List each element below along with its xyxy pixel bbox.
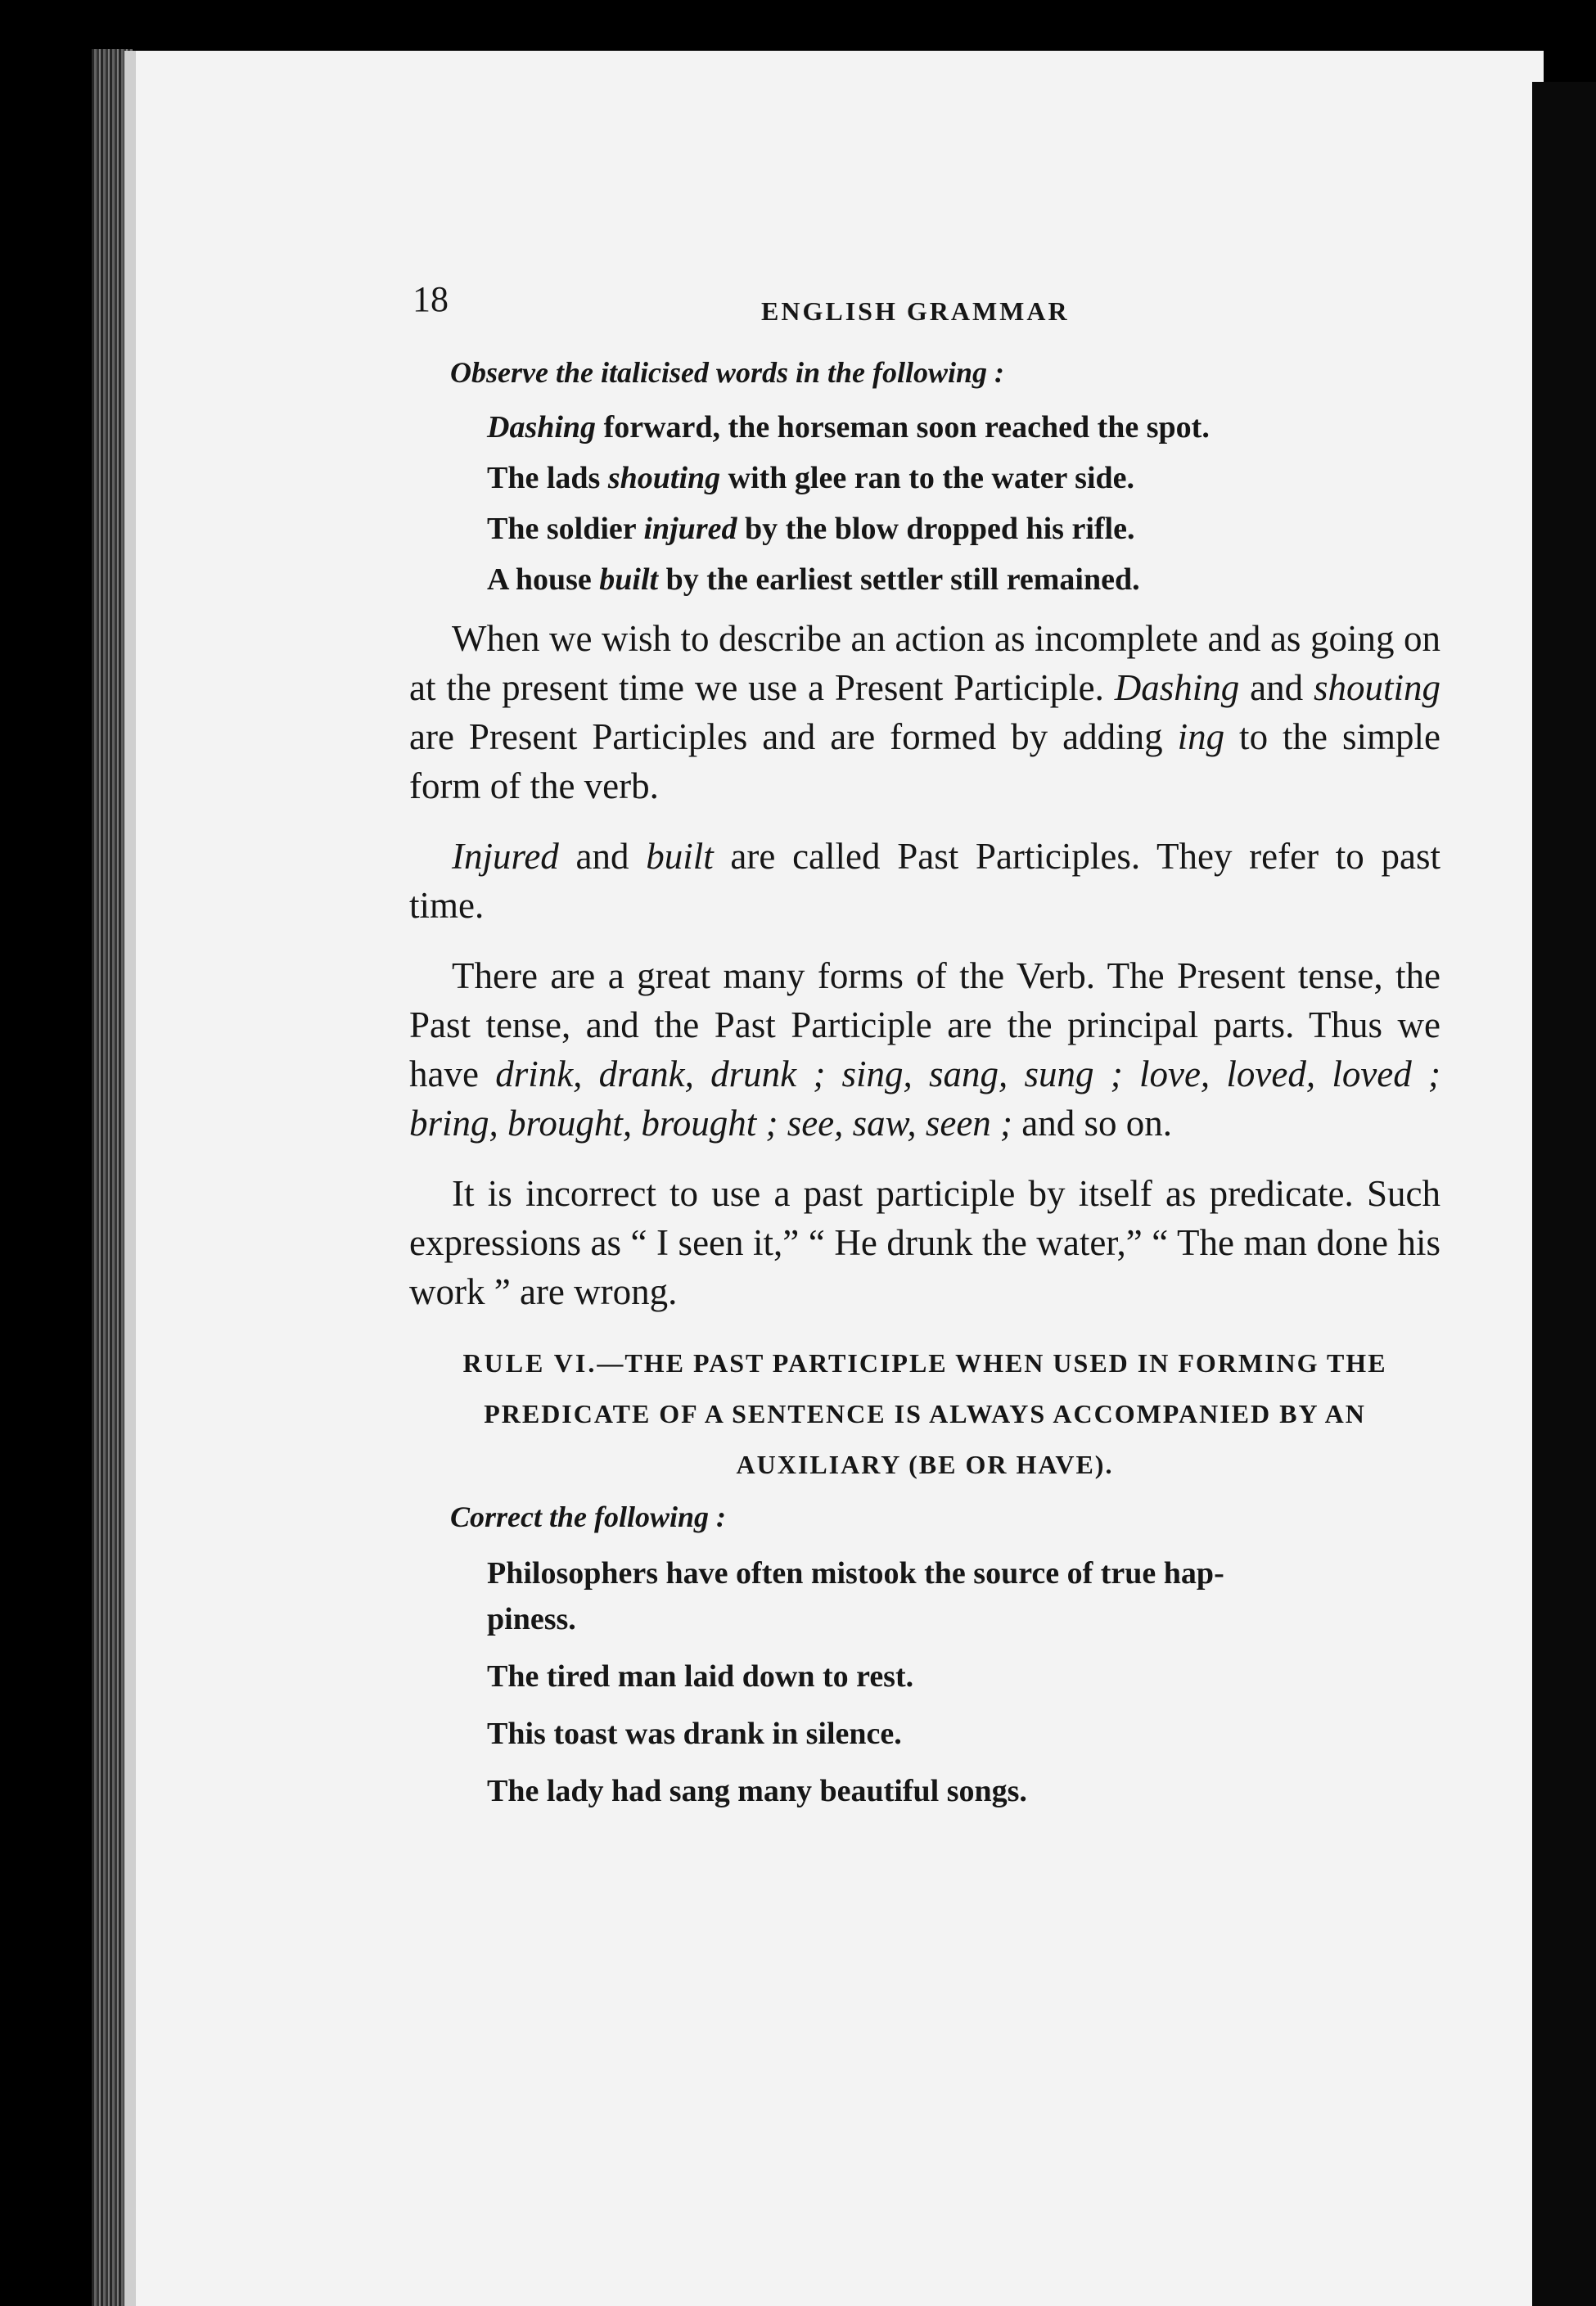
example-list [487, 409, 1440, 598]
paragraph-present-participle [409, 614, 1440, 810]
paragraph-text: to the simple form of the verb. [409, 716, 1440, 806]
rule-label: RULE VI. [462, 1348, 597, 1378]
paragraph-text: and [1239, 667, 1314, 708]
correct-text-continued: piness. [487, 1602, 576, 1636]
example-text: A house [487, 562, 600, 597]
page-content [409, 278, 1440, 1825]
italic-term: shouting [1313, 667, 1440, 708]
paragraph-text: There are a great many forms of the Verb. The Present tense, the Past tense, and the Past Participle are the principal parts. Thus we have [409, 955, 1440, 1094]
example-text: by the earliest settler still remained. [658, 562, 1140, 597]
paragraph-text: are called Past Participles. They refer to past time. [409, 836, 1440, 926]
example-sentence [487, 409, 1440, 445]
paragraph-text: When we wish to describe an action as incomplete and as going on at the present time we use a Present Participle. [409, 618, 1440, 708]
correct-sentence [487, 1550, 1440, 1642]
paragraph-text: and so on. [1012, 1103, 1173, 1144]
running-title: ENGLISH GRAMMAR [761, 296, 1070, 326]
paragraph-text: are Present Participles and are formed by adding [409, 716, 1178, 757]
rule-vi [409, 1338, 1440, 1490]
paragraph-text: and [558, 836, 647, 877]
correct-text: Philosophers have often mistook the source of true hap- [487, 1556, 1224, 1591]
example-text: forward, the horseman soon reached the spot. [596, 410, 1210, 445]
paragraph-past-participle [409, 832, 1440, 930]
example-italic-word: Dashing [487, 410, 597, 445]
page-number: 18 [413, 279, 449, 319]
correct-sentence: The lady had sang many beautiful songs. [487, 1774, 1027, 1808]
italic-verb-forms: drink, drank, drunk ; sing, sang, sung ; love, loved, loved ; bring, brought, brought ; see, saw, seen ; [409, 1054, 1440, 1144]
correct-list [487, 1550, 1440, 1814]
example-text: by the blow dropped his rifle. [737, 512, 1135, 546]
page-shadow-edge [1532, 82, 1596, 2306]
observe-lead: Observe the italicised words in the following : [450, 356, 1005, 389]
example-sentence [487, 460, 1440, 496]
example-italic-word: built [599, 562, 659, 597]
example-sentence [487, 511, 1440, 547]
italic-term: Injured [452, 836, 559, 877]
example-italic-word: injured [643, 512, 737, 546]
correct-sentence: The tired man laid down to rest. [487, 1659, 914, 1694]
example-text: The lads [487, 461, 608, 495]
italic-term: ing [1177, 716, 1225, 757]
italic-term: built [646, 836, 714, 877]
rule-text: —THE PAST PARTICIPLE WHEN USED IN FORMING THE PREDICATE OF A SENTENCE IS ALWAYS ACCOMPANIED BY AN AUXILIARY (BE OR HAVE). [484, 1348, 1387, 1479]
correct-lead: Correct the following : [450, 1500, 727, 1533]
italic-term: Dashing [1114, 667, 1240, 708]
running-head [409, 278, 1440, 336]
correct-sentence: This toast was drank in silence. [487, 1717, 902, 1751]
example-text: The soldier [487, 512, 644, 546]
example-sentence [487, 562, 1440, 598]
example-italic-word: shouting [607, 461, 721, 495]
example-text: with glee ran to the water side. [720, 461, 1135, 495]
paragraph-principal-parts [409, 951, 1440, 1148]
paragraph-incorrect-usage: It is incorrect to use a past participle by itself as predicate. Such expressions as “ I seen it,” “ He drunk the water,” “ The man done his work ” are wrong. [409, 1173, 1440, 1312]
